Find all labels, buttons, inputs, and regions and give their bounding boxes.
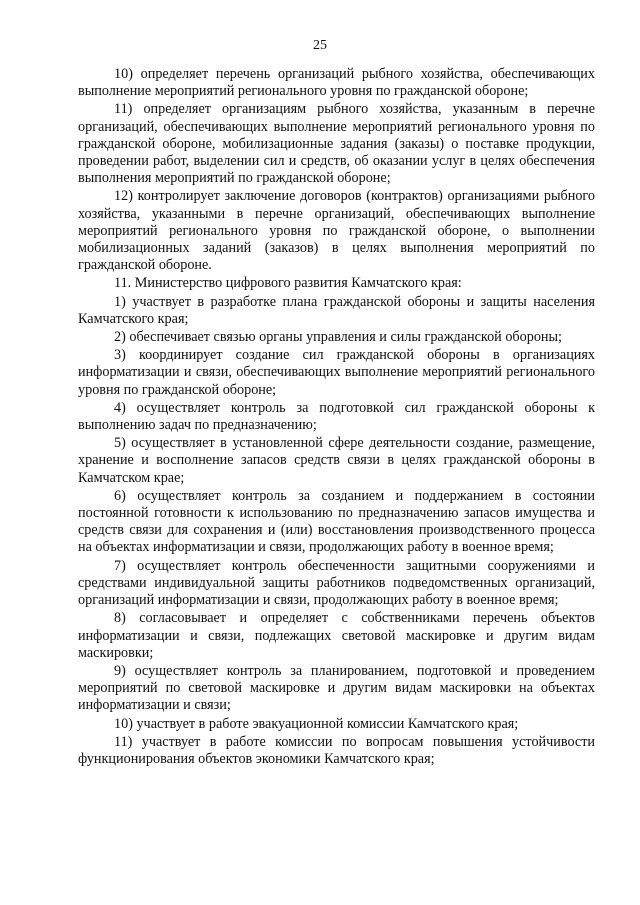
paragraph-item-8-masking-list: 8) согласовывает и определяет с собственниками перечень объектов информатизации и связи, подлежащих световой маскировке и другим видам маскировки;: [78, 610, 595, 661]
paragraph-item-2-communication: 2) обеспечивает связью органы управления и силы гражданской обороны;: [114, 329, 562, 346]
paragraph-item-4-training-control: 4) осуществляет контроль за подготовкой сил гражданской обороны к выполнению задач по предназначению;: [78, 399, 595, 434]
paragraph-item-9-masking-control: 9) осуществляет контроль за планированием, подготовкой и проведением мероприятий по световой маскировке и другим видам маскировки на объектах информатизации и связи;: [78, 662, 595, 714]
paragraph-item-11-stability: 11) участвует в работе комиссии по вопросам повышения устойчивости функционирования объектов экономики Камчатского края;: [78, 733, 595, 767]
paragraph-item-1-plan: 1) участвует в разработке плана гражданской обороны и защиты населения Камчатского края;: [78, 293, 595, 327]
section-heading-ministry-digital: 11. Министерство цифрового развития Камчатского края:: [114, 275, 462, 292]
paragraph-item-5-reserves: 5) осуществляет в установленной сфере деятельности создание, размещение, хранение и восполнение запасов средств связи в целях гражданской обороны в Камчатском крае;: [78, 435, 595, 486]
paragraph-item-10-evacuation: 10) участвует в работе эвакуационной комиссии Камчатского края;: [114, 715, 519, 732]
document-body: [78, 66, 595, 769]
paragraph-item-11-fishery-tasks: 11) определяет организациям рыбного хозяйства, указанным в перечне организаций, обеспечивающих выполнение мероприятий регионального уровня по гражданской обороне, мобилизационные задания (заказы) о поставке продукции, проведении работ, выделении сил и средств, об оказании услуг в целях обеспечения выполнения мероприятий по гражданской обороне;: [78, 101, 595, 187]
paragraph-item-12-fishery-contracts: 12) контролирует заключение договоров (контрактов) организациями рыбного хозяйства, указанными в перечне организаций, обеспечивающих выполнение мероприятий регионального уровня по гражданской обороне, о выполнении мобилизационных заданий (заказов) в целях выполнения мероприятий по гражданской обороне.: [78, 188, 595, 274]
paragraph-item-3-coordination: 3) координирует создание сил гражданской обороны в организациях информатизации и связи, обеспечивающих выполнение мероприятий регионального уровня по гражданской обороне;: [78, 347, 595, 398]
paragraph-item-10-fishery-list: 10) определяет перечень организаций рыбного хозяйства, обеспечивающих выполнение мероприятий регионального уровня по гражданской обороне;: [78, 66, 595, 100]
page-number: 25: [313, 38, 327, 53]
paragraph-item-7-protection-control: 7) осуществляет контроль обеспеченности защитными сооружениями и средствами индивидуальной защиты работников подведомственных организаций, организаций информатизации и связи, продолжающих работу в военное время;: [78, 557, 595, 609]
paragraph-item-6-readiness-control: 6) осуществляет контроль за созданием и поддержанием в состоянии постоянной готовности к использованию по предназначению запасов имущества и средств связи для сохранения и (или) восстановления производственного процесса на объектах информатизации и связи, продолжающих работу в военное время;: [78, 487, 595, 556]
